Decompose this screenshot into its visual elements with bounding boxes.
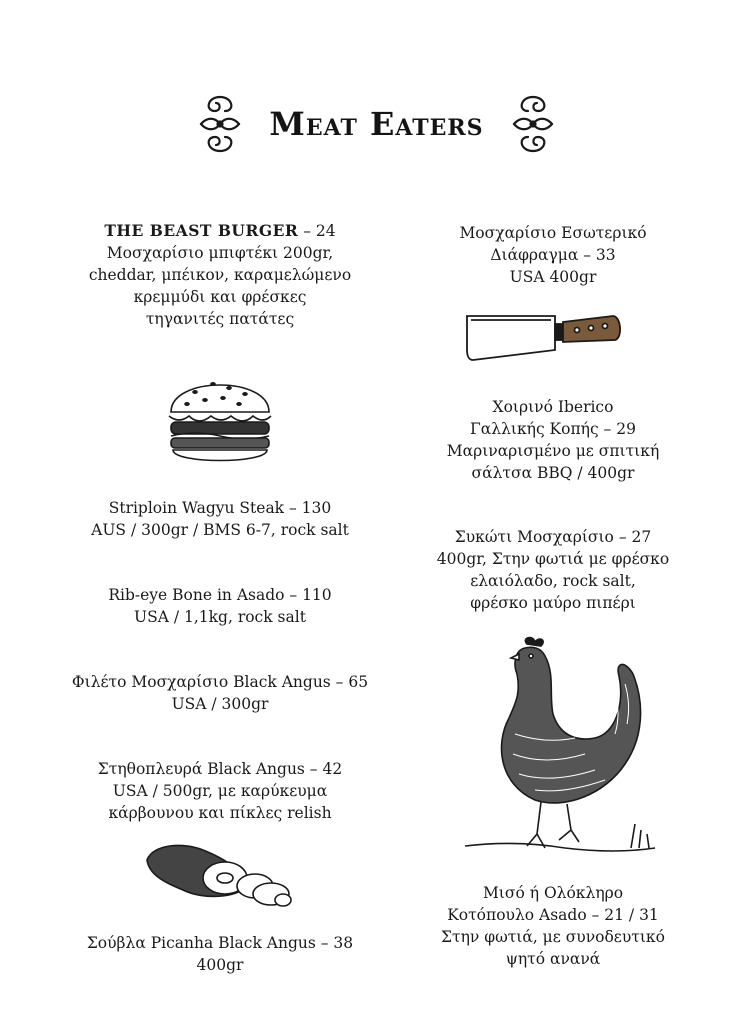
item-description: κρεμμύδι και φρέσκες	[133, 288, 307, 306]
item-title: Διάφραγμα – 33	[490, 246, 616, 264]
item-description: ψητό ανανά	[505, 950, 601, 968]
item-description: ελαιόλαδο, rock salt,	[470, 572, 636, 590]
burger-illustration	[165, 368, 275, 468]
item-title: Μοσχαρίσιο Εσωτερικό	[459, 224, 647, 242]
item-title: Χοιρινό Iberico	[492, 398, 614, 416]
item-description: 400gr, Στην φωτιά με φρέσκο	[436, 550, 670, 568]
right-column	[403, 0, 703, 1024]
rooster-illustration	[455, 634, 660, 864]
item-description: USA / 300gr	[171, 695, 269, 713]
item-description: κάρβουνου και πίκλες relish	[108, 804, 332, 822]
item-title: Κοτόπουλο Asado – 21 / 31	[447, 906, 659, 924]
menu-item-diafragma	[403, 222, 703, 288]
item-description: 400gr	[196, 956, 244, 974]
item-title: Μισό ή Ολόκληρο	[482, 884, 624, 902]
menu-item-sikoti	[403, 526, 703, 614]
item-title: Συκώτι Μοσχαρίσιο – 27	[454, 528, 652, 546]
item-name: THE BEAST BURGER	[104, 221, 299, 240]
item-description: Στην φωτιά, με συνοδευτικό	[441, 928, 665, 946]
item-description: τηγανιτές πατάτες	[145, 310, 295, 328]
item-price: 24	[315, 222, 336, 240]
menu-item-picanha	[55, 932, 385, 976]
item-description: Μαριναρισμένο με σπιτική	[446, 442, 660, 460]
item-description: USA / 500gr, με καρύκευμα	[112, 782, 328, 800]
menu-item-kotopoulo	[403, 882, 703, 970]
left-column	[55, 0, 385, 1024]
item-description: cheddar, μπέικον, καραμελώμενο	[88, 266, 352, 284]
menu-item-fileto	[55, 671, 385, 715]
item-description: USA 400gr	[509, 268, 597, 286]
item-description: σάλτσα BBQ / 400gr	[471, 464, 635, 482]
item-title: Σούβλα Picanha Black Angus – 38	[86, 934, 354, 952]
menu-item-beast-burger: THE BEAST BURGER – 24 Μοσχαρίσιο μπιφτέκι 200gr, cheddar, μπέικον, καραμελώμενο κρεμμύδι και φρέσκες τηγανιτές πατάτες	[55, 220, 385, 330]
cleaver-knife-illustration	[463, 310, 625, 366]
menu-item-striploin-wagyu	[55, 497, 385, 541]
menu-item-rib-eye	[55, 584, 385, 628]
item-description: USA / 1,1kg, rock salt	[134, 608, 306, 626]
item-title: Striploin Wagyu Steak – 130	[108, 499, 332, 517]
item-description: Μοσχαρίσιο μπιφτέκι 200gr,	[106, 244, 334, 262]
section-title: Meat Eaters	[269, 105, 484, 143]
menu-item-stithopleura	[55, 758, 385, 824]
menu-item-iberico	[403, 396, 703, 484]
item-description: φρέσκο μαύρο πιπέρι	[470, 594, 636, 612]
item-description: AUS / 300gr / BMS 6-7, rock salt	[91, 521, 349, 539]
item-title: Στηθοπλευρά Black Angus – 42	[97, 760, 343, 778]
item-title: Γαλλικής Κοπής – 29	[470, 420, 636, 438]
ham-illustration	[143, 840, 293, 912]
item-title: Rib-eye Bone in Asado – 110	[108, 586, 332, 604]
item-title: Φιλέτο Μοσχαρίσιο Black Angus – 65	[71, 673, 369, 691]
